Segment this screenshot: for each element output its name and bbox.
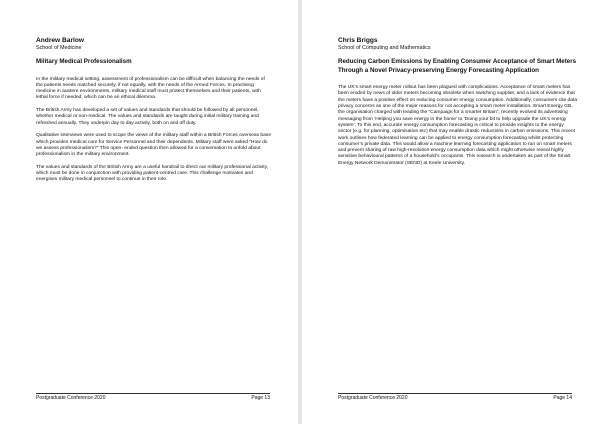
abstract-title: Reducing Carbon Emissions by Enabling Consumer Acceptance of Smart Meters Through a Novel Privacy-preserving Energy Forecasting Application: [338, 58, 577, 74]
right-page: [302, 0, 600, 424]
footer-divider: [36, 393, 270, 394]
abstract-paragraph: In the military medical setting, assessment of professionalism can be difficult when balancing the needs of the patients needs matched securely, if not equally, with the needs of the Armed Forces. In practising medicine in austere environments, military medical staff must protect themselves and their patients, with lethal force if needed, which can be an ethical dilemma.: [36, 76, 265, 101]
page-footer: [36, 393, 270, 403]
footer-conference-label: Postgraduate Conference 2020: [338, 395, 408, 401]
author-school: School of Medicine: [36, 45, 82, 51]
author-school: School of Computing and Mathematics: [338, 45, 431, 51]
abstract-body: [338, 85, 578, 167]
abstract-paragraph: The UK’s smart energy meter rollout has been plagued with complications. Acceptance of smart meters has been eroded by news of older meters becoming obsolete when switching supplier, and a lack of evidence that the meters have a positive effect on reducing consumer energy consumption. Additionally, consumers cite data privacy concerns as one of the major reasons for not accepting a smart meter installation. Smart Energy GB, the organisation charged with leading the “Campaign for a smarter Britain”, recently evolved its advertising messaging from ‘Helping you save energy in the home’ to ‘Doing your bit to help upgrade the UK’s energy system’. To this end, accurate energy consumption forecasting is critical to provide insights to the energy sector (e.g. for planning, optimisation etc) that may enable drastic reductions in carbon emissions. This recent work outlines how federated learning can be applied to energy consumption forecasting whilst protecting consumer’s private data. This would allow a machine learning forecasting application to run on smart meters and prevent sharing of raw high-resolution energy consumption data which might otherwise reveal highly sensitive behavioural patterns of a household’s occupants. This research is undertaken as part of the Smart Energy Network Demonstrator (SEND) at Keele University.: [338, 85, 578, 166]
right-page-content: [338, 37, 578, 173]
abstract-paragraph: The British Army has developed a set of values and standards that should be followed by all personnel, whether medical or non-medical. The values and standards are taught during initial military training and refreshed annually. They underpin day to day activity, both on and off duty.: [36, 108, 259, 126]
footer-page-number: Page 14: [553, 395, 572, 401]
left-page-content: [36, 37, 272, 190]
footer-conference-label: Postgraduate Conference 2020: [36, 395, 106, 401]
abstract-paragraph: The values and standards of the British Army are a useful handrail to direct our military professional activity, which must be done in conjunction with providing patient-centred care. This challenge motivates and energises military medical personnel to continue in their role.: [36, 164, 269, 183]
page-footer: [338, 393, 572, 403]
abstract-body: [36, 77, 272, 184]
footer-page-number: Page 13: [251, 395, 270, 401]
footer-divider: [338, 393, 572, 394]
left-page: [0, 0, 298, 424]
author-name: Andrew Barlow: [36, 37, 84, 44]
abstract-paragraph: Qualitative interviews were used to scope the views of the military staff within a British Forces overseas base which provides medical care for Service Personnel and their dependents. Military staff were asked “How do we assess professionalism?” This open- ended question then allowed for a conversation to unfold about professionalism in the military environment.: [36, 133, 272, 158]
abstract-title: Military Medical Professionalism: [36, 58, 132, 65]
author-name: Chris Briggs: [338, 37, 378, 44]
